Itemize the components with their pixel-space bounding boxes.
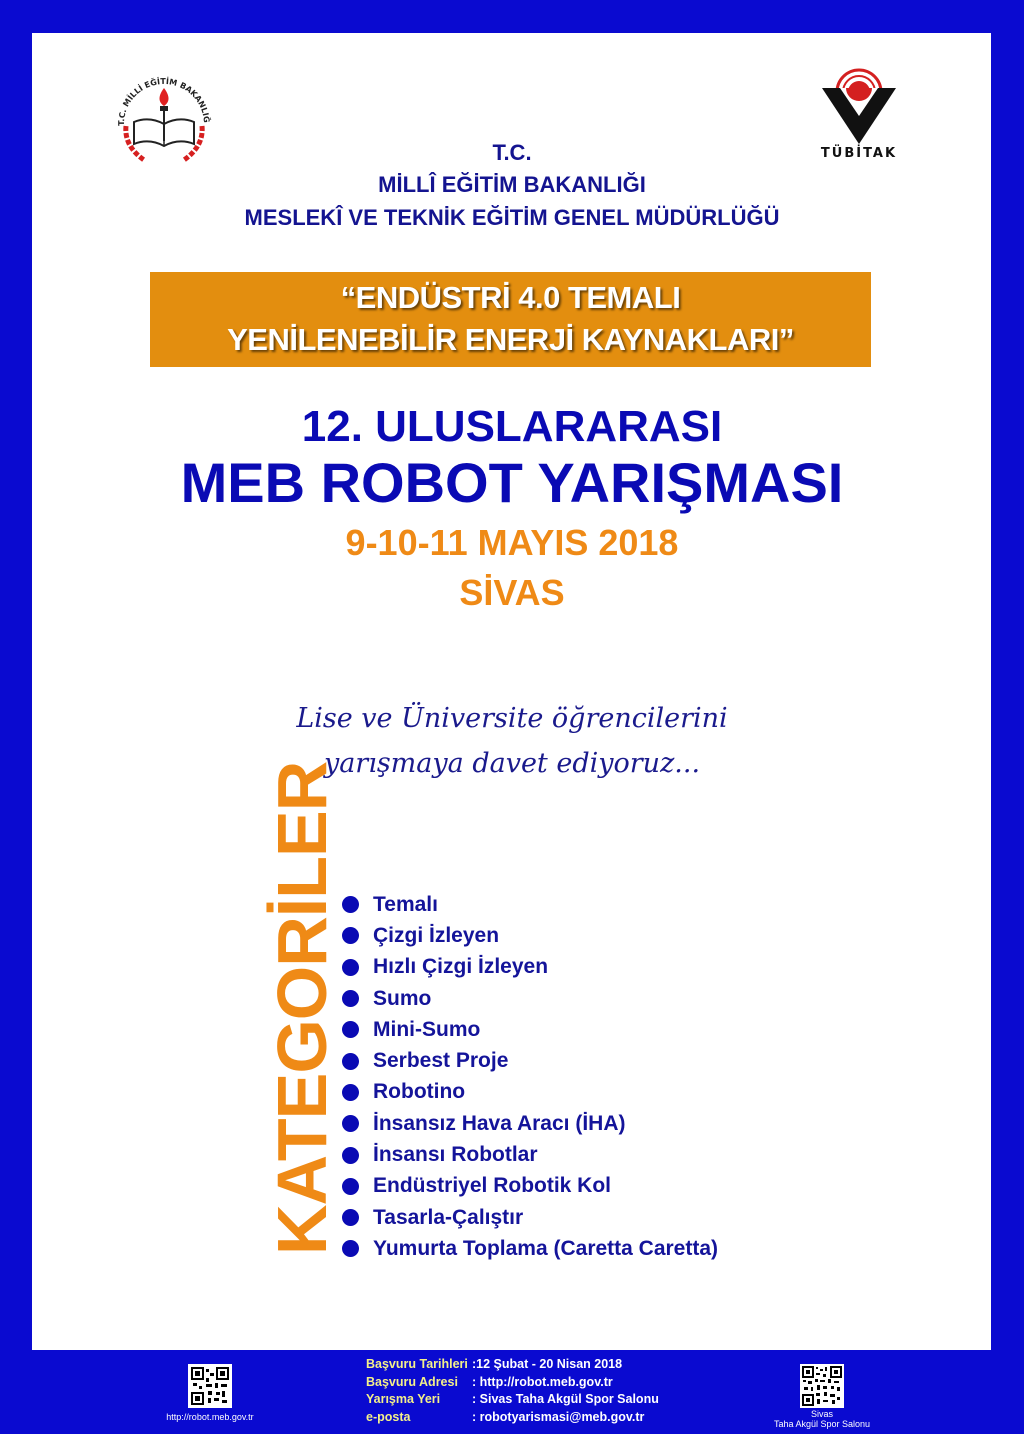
category-label: Robotino xyxy=(373,1080,466,1104)
theme-banner xyxy=(150,272,871,367)
category-label: Sumo xyxy=(373,986,432,1010)
info-row xyxy=(366,1356,659,1374)
info-key: Başvuru Tarihleri xyxy=(366,1357,468,1371)
info-row xyxy=(366,1391,659,1409)
bullet-icon xyxy=(342,1084,359,1101)
bullet-icon xyxy=(342,927,359,944)
bullet-icon xyxy=(342,1115,359,1132)
category-label: Endüstriyel Robotik Kol xyxy=(373,1174,612,1198)
category-label: Serbest Proje xyxy=(373,1049,509,1073)
info-key: Yarışma Yeri xyxy=(366,1392,441,1406)
event-title-edition: 12. ULUSLARARASI xyxy=(301,402,723,451)
category-item xyxy=(342,1045,718,1076)
info-value: : robotyarismasi@meb.gov.tr xyxy=(472,1409,645,1424)
tubitak-emblem-icon xyxy=(818,66,900,146)
info-row xyxy=(366,1409,659,1427)
qr-venue-caption-venue: Taha Akgül Spor Salonu xyxy=(773,1419,871,1429)
category-item xyxy=(342,1077,718,1108)
category-label: Çizgi İzleyen xyxy=(373,923,500,947)
category-item xyxy=(342,983,718,1014)
theme-banner-line1: “ENDÜSTRİ 4.0 TEMALI xyxy=(340,280,681,315)
qr-venue-caption-city: Sivas xyxy=(810,1409,833,1419)
category-item xyxy=(342,889,718,920)
qr-website-caption: http://robot.meb.gov.tr xyxy=(166,1412,254,1422)
category-label: Temalı xyxy=(373,892,438,916)
category-label: Tasarla-Çalıştır xyxy=(373,1205,524,1229)
category-label: İnsansı Robotlar xyxy=(373,1143,538,1167)
header-directorate: MESLEKÎ VE TEKNİK EĞİTİM GENEL MÜDÜRLÜĞÜ xyxy=(244,205,780,230)
category-label: Mini-Sumo xyxy=(373,1017,481,1041)
category-label: İnsansız Hava Aracı (İHA) xyxy=(373,1111,626,1135)
info-value: : Sivas Taha Akgül Spor Salonu xyxy=(472,1392,659,1406)
bullet-icon xyxy=(342,1209,359,1226)
category-label: Yumurta Toplama (Caretta Caretta) xyxy=(373,1236,719,1260)
info-value: : http://robot.meb.gov.tr xyxy=(472,1374,613,1389)
header-tc: T.C. xyxy=(492,140,532,165)
bullet-icon xyxy=(342,1021,359,1038)
bullet-icon xyxy=(342,896,359,913)
qr-code-icon xyxy=(188,1364,232,1408)
bullet-icon xyxy=(342,1053,359,1070)
invite-line2: yarışmaya davet ediyoruz... xyxy=(323,748,701,779)
info-row xyxy=(366,1374,659,1392)
qr-code-icon xyxy=(800,1364,844,1408)
application-info xyxy=(366,1356,659,1426)
event-city: SİVAS xyxy=(459,572,565,613)
category-item xyxy=(342,952,718,983)
category-item xyxy=(342,920,718,951)
event-date: 9-10-11 MAYIS 2018 xyxy=(345,522,679,563)
bullet-icon xyxy=(342,1178,359,1195)
theme-banner-line2: YENİLENEBİLİR ENERJİ KAYNAKLARI” xyxy=(227,322,794,357)
category-label: Hızlı Çizgi İzleyen xyxy=(373,955,549,979)
header-ministry: MİLLÎ EĞİTİM BAKANLIĞI xyxy=(378,172,646,197)
category-item xyxy=(342,1108,718,1139)
category-item xyxy=(342,1014,718,1045)
qr-code-website xyxy=(188,1364,232,1408)
category-item xyxy=(342,1139,718,1170)
tubitak-logo-text: TÜBİTAK xyxy=(820,146,898,161)
bullet-icon xyxy=(342,1147,359,1164)
qr-code-venue xyxy=(800,1364,844,1408)
meb-ring-text: T.C. MİLLİ EĞİTİM BAKANLIĞ xyxy=(116,76,212,126)
category-item xyxy=(342,1171,718,1202)
invite-line1: Lise ve Üniversite öğrencilerini xyxy=(296,703,728,734)
category-item xyxy=(342,1233,718,1264)
bullet-icon xyxy=(342,959,359,976)
info-key: e-posta xyxy=(366,1409,411,1424)
info-value: :12 Şubat - 20 Nisan 2018 xyxy=(472,1357,623,1371)
event-title: MEB ROBOT YARIŞMASI xyxy=(180,451,844,514)
category-item xyxy=(342,1202,718,1233)
bullet-icon xyxy=(342,1240,359,1257)
categories-list xyxy=(342,889,718,1265)
categories-label: KATEGORİLER xyxy=(263,761,341,1255)
bullet-icon xyxy=(342,990,359,1007)
info-key: Başvuru Adresi xyxy=(366,1374,458,1389)
